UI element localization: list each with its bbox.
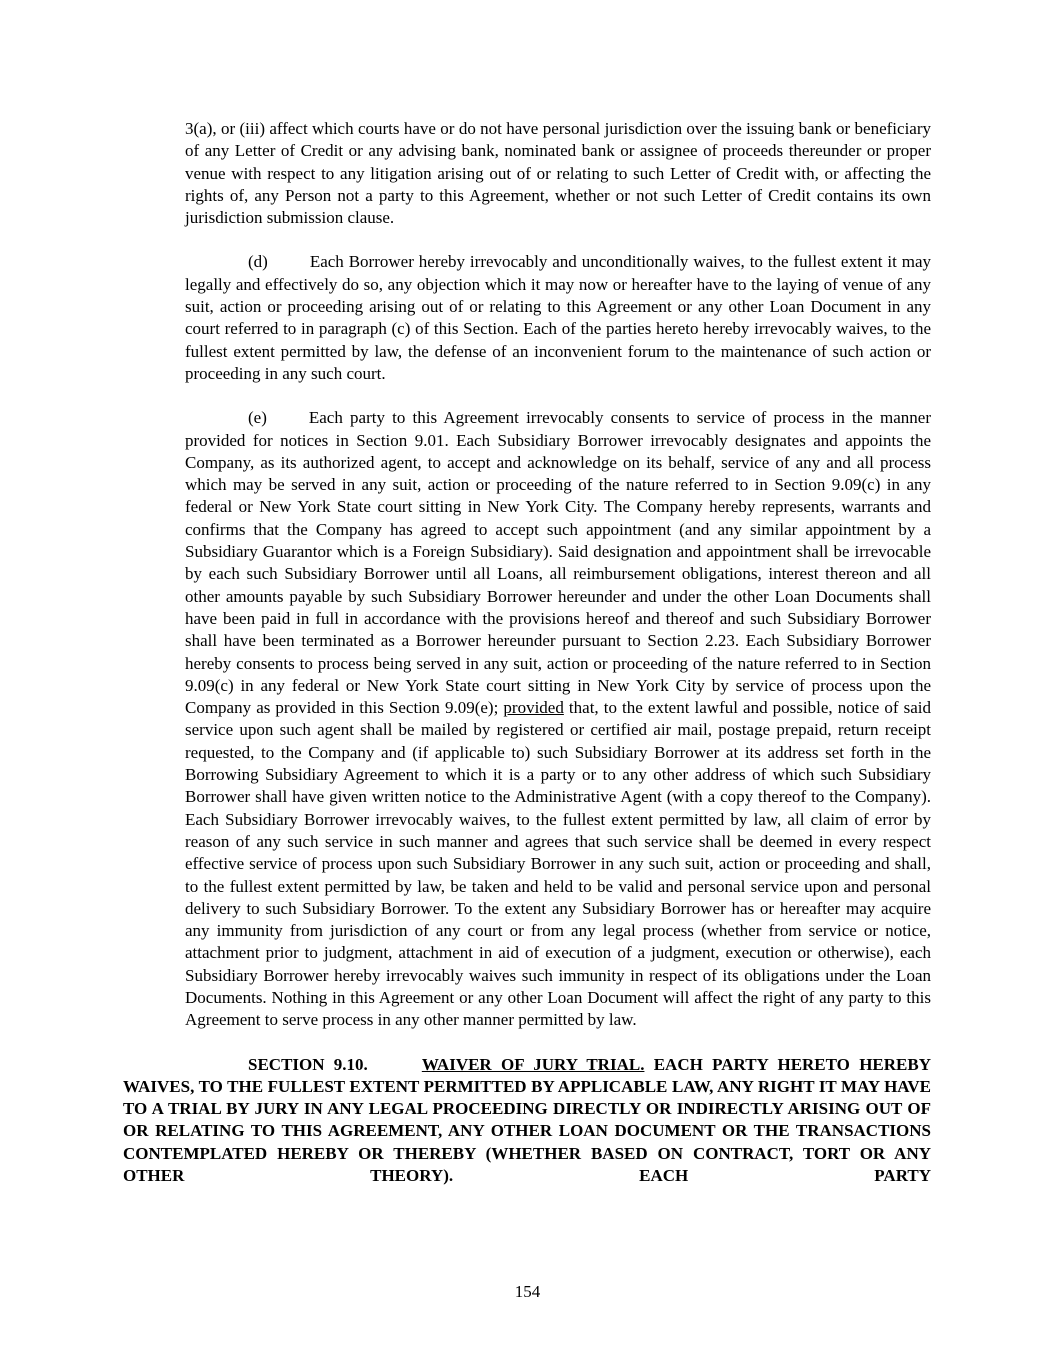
underlined-term-provided: provided <box>503 698 564 718</box>
text-run: that, to the extent lawful and possible, notice of said service upon such agent shall be mailed by registered or certified air mail, postage prepaid, return receipt requested, to the Company and (if applicable to) such Subsidiary Borrower at its address set forth in the Borrowing Subsidiary Agreement to which it is a party or to any other address of which such Subsidiary Borrower shall have given written notice to the Administrative Agent (with a copy thereof to the Company). Each Subsidiary Borrower irrevocably waives, to the fullest extent permitted by law, all claim of error by reason of any such service in such manner and agrees that such service shall be deemed in every respect effective service of process upon such Subsidiary Borrower in any such suit, action or proceeding and shall, to the fullest extent permitted by law, be taken and held to be valid and personal service upon and personal delivery to such Subsidiary Borrower. To the extent any Subsidiary Borrower has or hereafter may acquire any immunity from jurisdiction of any court or from any legal process (whether from service or notice, attachment prior to judgment, attachment in aid of execution of a judgment, execution or otherwise), each Subsidiary Borrower hereby irrevocably waives such immunity in respect of its obligations under the Loan Documents. Nothing in this Agreement or any other Loan Document will affect the right of any party to this Agreement to serve process in any other manner permitted by law. <box>185 698 931 1030</box>
section-heading: WAIVER OF JURY TRIAL. <box>421 1054 645 1074</box>
text-run: 3(a), or (iii) affect which courts have or do not have personal jurisdiction over the issuing bank or beneficiary of any Letter of Credit or any advising bank, nominated bank or assignee of proceeds thereunder or proper venue with respect to any litigation arising out of or relating to such Letter of Credit with, or affecting the rights of, any Person not a party to this Agreement, whether or not such Letter of Credit contains its own jurisdiction submission clause. <box>185 119 931 228</box>
tab-spacer <box>267 422 309 423</box>
text-run: Each Borrower hereby irrevocably and unconditionally waives, to the fullest extent it may legally and effectively do so, any objection which it may now or hereafter have to the laying of venue of any suit, action or proceeding arising out of or relating to this Agreement or any other Loan Document in any court referred to in paragraph (c) of this Section. Each of the parties hereto hereby irrevocably waives, to the fullest extent permitted by law, the defense of an inconvenient forum to the maintenance of such action or proceeding in any such court. <box>185 252 931 383</box>
paragraph-section-9-10-jury-trial-waiver <box>123 1054 931 1188</box>
text-run: EACH PARTY HERETO HEREBY WAIVES, TO THE FULLEST EXTENT PERMITTED BY APPLICABLE LAW, ANY RIGHT IT MAY HAVE TO A TRIAL BY JURY IN ANY LEGAL PROCEEDING DIRECTLY OR INDIRECTLY ARISING OUT OF OR RELATING TO THIS AGREEMENT, ANY OTHER LOAN DOCUMENT OR THE TRANSACTIONS CONTEMPLATED HEREBY OR THEREBY (WHETHER BASED ON CONTRACT, TORT OR ANY OTHER THEORY). EACH PARTY <box>123 1054 931 1186</box>
section-number: SECTION 9.10. <box>248 1054 368 1074</box>
tab-spacer <box>368 1069 422 1070</box>
text-run: (d) <box>248 252 268 272</box>
paragraph-e-service-of-process <box>185 407 931 1031</box>
text-run: Each party to this Agreement irrevocably consents to service of process in the manner provided for notices in Section 9.01. Each Subsidiary Borrower irrevocably designates and appoints the Company, as its authorized agent, to accept and acknowledge on its behalf, service of any and all process which may be served in any suit, action or proceeding of the nature referred to in Section 9.09(c) in any federal or New York State court sitting in New York City. The Company hereby represents, warrants and confirms that the Company has agreed to accept such appointment (and any similar appointment by a Subsidiary Guarantor which is a Foreign Subsidiary). Said designation and appointment shall be irrevocable by each such Subsidiary Borrower until all Loans, all reimbursement obligations, interest thereon and all other amounts payable by such Subsidiary Borrower hereunder and under the other Loan Documents shall have been paid in full in accordance with the provisions hereof and thereof and such Subsidiary Borrower shall have been terminated as a Borrower hereunder pursuant to Section 2.23. Each Subsidiary Borrower hereby consents to process being served in any suit, action or proceeding of the nature referred to in Section 9.09(c) in any federal or New York State court sitting in New York City by service of process upon the Company as provided in this Section 9.09(e); <box>185 408 931 718</box>
paragraph-d-venue-waiver <box>185 251 931 385</box>
text-run: (e) <box>248 408 267 428</box>
tab-spacer <box>268 266 310 267</box>
paragraph-jurisdiction-continuation <box>185 118 931 229</box>
page-number: 154 <box>514 1282 541 1301</box>
document-body <box>123 118 931 1209</box>
